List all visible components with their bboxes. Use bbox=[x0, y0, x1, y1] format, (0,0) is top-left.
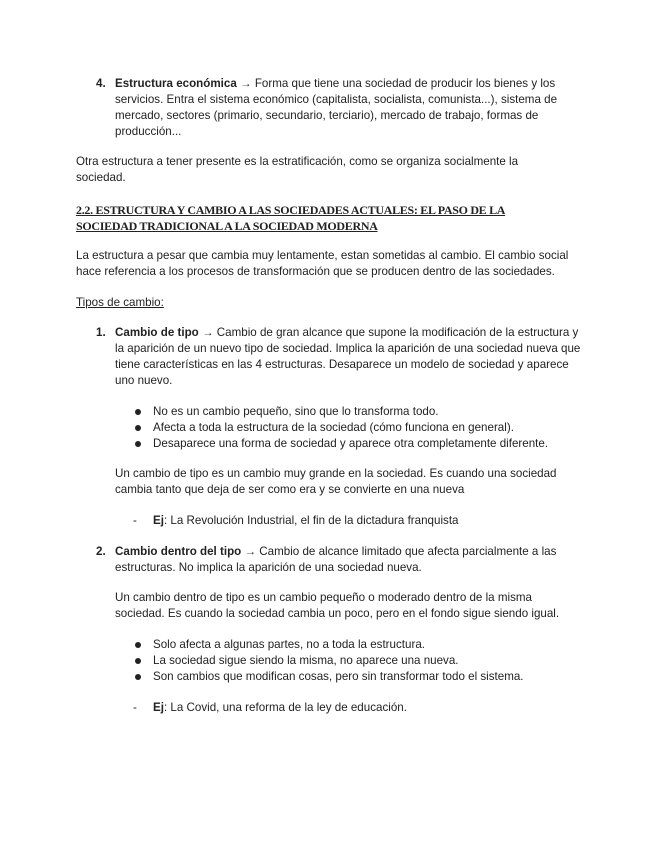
subheading-types: Tipos de cambio: bbox=[76, 296, 164, 309]
definition: Cambio de gran alcance que supone la modificación de la estructura y la aparición de un nuevo tipo de sociedad. Implica la aparición de una sociedad nueva que tiene características en las 4 estructuras. Desaparece un modelo de sociedad y aparece uno nuevo. bbox=[115, 326, 581, 387]
definition: Cambio de alcance limitado que afecta parcialmente a las estructuras. No implica la aparición de una sociedad nueva. bbox=[115, 545, 557, 574]
list-number: 2. bbox=[96, 545, 106, 558]
bullet-icon bbox=[135, 658, 141, 664]
arrow: → bbox=[236, 77, 255, 90]
bullet-item: Solo afecta a algunas partes, no a toda la estructura. bbox=[134, 637, 574, 653]
bullet-item: Afecta a toda la estructura de la sociedad (cómo funciona en general). bbox=[134, 420, 574, 436]
term: Estructura económica bbox=[115, 77, 237, 90]
arrow: → bbox=[198, 326, 217, 339]
bullet-icon bbox=[135, 409, 141, 415]
arrow: → bbox=[241, 545, 260, 558]
term: Cambio de tipo bbox=[115, 326, 199, 339]
bullet-icon bbox=[135, 642, 141, 648]
list-item-change-within-type bbox=[115, 544, 575, 576]
bullet-item: No es un cambio pequeño, sino que lo transforma todo. bbox=[134, 404, 574, 420]
paragraph: Un cambio de tipo es un cambio muy grande en la sociedad. Es cuando una sociedad cambia tanto que deja de ser como era y se convierte en una nueva bbox=[115, 467, 557, 496]
bullet-item: Son cambios que modifican cosas, pero sin transformar todo el sistema. bbox=[134, 669, 574, 685]
bullet-list bbox=[134, 637, 574, 685]
term: Cambio dentro del tipo bbox=[115, 545, 242, 558]
example bbox=[153, 513, 553, 529]
paragraph: Un cambio dentro de tipo es un cambio pequeño o moderado dentro de la misma sociedad. Es cuando la sociedad cambia un poco, pero en el fondo sigue siendo igual. bbox=[115, 591, 560, 620]
paragraph: Otra estructura a tener presente es la estratificación, como se organiza socialmente la sociedad. bbox=[76, 155, 519, 184]
list-number: 1. bbox=[96, 326, 106, 339]
list-number: 4. bbox=[96, 77, 106, 90]
bullet-icon bbox=[135, 674, 141, 680]
example-label: Ej bbox=[153, 701, 164, 714]
bullet-icon bbox=[135, 441, 141, 447]
bullet-icon bbox=[135, 425, 141, 431]
paragraph: La estructura a pesar que cambia muy lentamente, estan sometidas al cambio. El cambio social hace referencia a los procesos de transformación que se producen dentro de las sociedades. bbox=[76, 249, 569, 278]
bullet-list bbox=[134, 404, 574, 452]
list-item-change-type bbox=[115, 325, 581, 389]
dash-marker: - bbox=[133, 701, 137, 714]
example-label: Ej bbox=[153, 514, 164, 527]
example-text: : La Revolución Industrial, el fin de la dictadura franquista bbox=[163, 514, 459, 527]
bullet-item: Desaparece una forma de sociedad y aparece otra completamente diferente. bbox=[134, 436, 574, 452]
definition: Forma que tiene una sociedad de producir los bienes y los servicios. Entra el sistema económico (capitalista, socialista, comunista...), sistema de mercado, sectores (primario, secundario, terciario), mercado de trabajo, formas de producción... bbox=[115, 77, 558, 138]
example-text: : La Covid, una reforma de la ley de educación. bbox=[163, 701, 407, 714]
list-item-economic-structure bbox=[115, 76, 575, 140]
section-heading: 2.2. ESTRUCTURA Y CAMBIO A LAS SOCIEDADES ACTUALES: EL PASO DE LA SOCIEDAD TRADICIONAL A LA SOCIEDAD MODERNA bbox=[76, 203, 506, 233]
bullet-item: La sociedad sigue siendo la misma, no aparece una nueva. bbox=[134, 653, 574, 669]
dash-marker: - bbox=[133, 514, 137, 527]
example bbox=[153, 700, 553, 716]
